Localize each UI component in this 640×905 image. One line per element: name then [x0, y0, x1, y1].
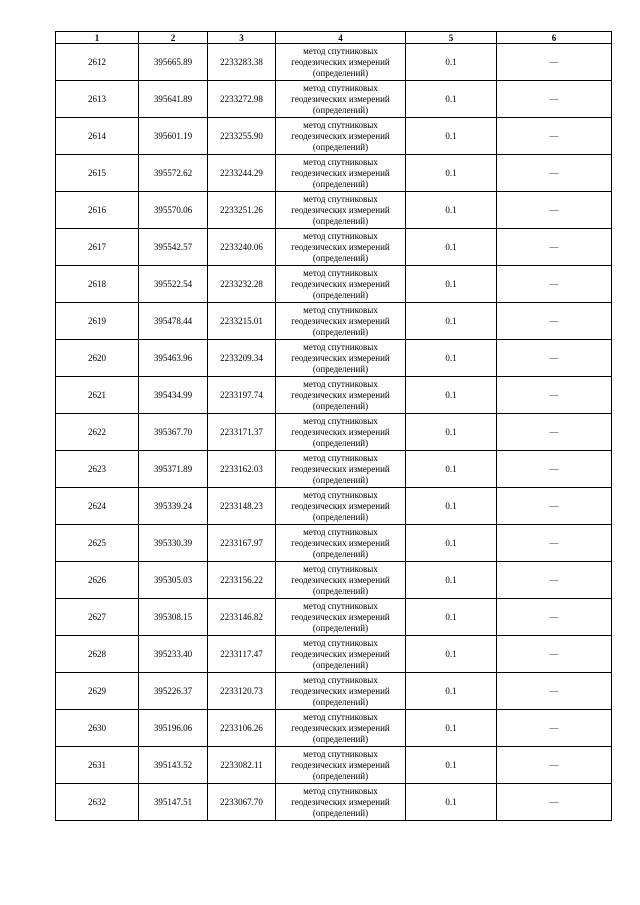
x-coordinate-cell: 395522.54 [139, 266, 208, 303]
y-coordinate-cell: 2233146.82 [208, 599, 276, 636]
method-line-3: (определений) [312, 178, 369, 189]
method-cell [276, 118, 406, 155]
method-line-1: метод спутниковых [303, 267, 378, 278]
table-row [56, 303, 612, 340]
method-line-1: метод спутниковых [303, 193, 378, 204]
method-line-3: (определений) [312, 437, 369, 448]
table-row [56, 747, 612, 784]
table-row [56, 44, 612, 81]
x-coordinate-cell: 395147.51 [139, 784, 208, 821]
x-coordinate-cell: 395339.24 [139, 488, 208, 525]
method-line-2: геодезических измерений [291, 426, 390, 437]
x-coordinate-cell: 395570.06 [139, 192, 208, 229]
x-coordinate-cell: 395542.57 [139, 229, 208, 266]
table-row [56, 155, 612, 192]
table-header [56, 32, 612, 44]
method-line-3: (определений) [312, 548, 369, 559]
description-cell: — [497, 673, 612, 710]
x-coordinate-cell: 395305.03 [139, 562, 208, 599]
point-number-cell: 2632 [56, 784, 139, 821]
header-col-1: 1 [56, 32, 139, 44]
description-cell: — [497, 266, 612, 303]
description-cell: — [497, 562, 612, 599]
table-row [56, 229, 612, 266]
method-cell [276, 81, 406, 118]
method-line-3: (определений) [312, 215, 369, 226]
accuracy-cell: 0.1 [406, 266, 497, 303]
point-number-cell: 2630 [56, 710, 139, 747]
x-coordinate-cell: 395308.15 [139, 599, 208, 636]
method-line-2: геодезических измерений [291, 722, 390, 733]
method-line-2: геодезических измерений [291, 352, 390, 363]
x-coordinate-cell: 395226.37 [139, 673, 208, 710]
y-coordinate-cell: 2233171.37 [208, 414, 276, 451]
y-coordinate-cell: 2233082.11 [208, 747, 276, 784]
y-coordinate-cell: 2233240.06 [208, 229, 276, 266]
x-coordinate-cell: 395367.70 [139, 414, 208, 451]
method-cell [276, 44, 406, 81]
description-cell: — [497, 118, 612, 155]
method-line-3: (определений) [312, 289, 369, 300]
point-number-cell: 2624 [56, 488, 139, 525]
method-cell [276, 710, 406, 747]
method-line-1: метод спутниковых [303, 489, 378, 500]
point-number-cell: 2619 [56, 303, 139, 340]
method-line-2: геодезических измерений [291, 130, 390, 141]
method-line-1: метод спутниковых [303, 637, 378, 648]
description-cell: — [497, 303, 612, 340]
header-col-6: 6 [497, 32, 612, 44]
method-line-2: геодезических измерений [291, 574, 390, 585]
description-cell: — [497, 451, 612, 488]
table-row [56, 488, 612, 525]
point-number-cell: 2625 [56, 525, 139, 562]
method-line-3: (определений) [312, 474, 369, 485]
description-cell: — [497, 525, 612, 562]
accuracy-cell: 0.1 [406, 155, 497, 192]
description-cell: — [497, 340, 612, 377]
accuracy-cell: 0.1 [406, 81, 497, 118]
description-cell: — [497, 488, 612, 525]
method-line-1: метод спутниковых [303, 526, 378, 537]
method-cell [276, 747, 406, 784]
method-line-3: (определений) [312, 104, 369, 115]
method-line-1: метод спутниковых [303, 119, 378, 130]
method-line-2: геодезических измерений [291, 315, 390, 326]
table-row [56, 377, 612, 414]
x-coordinate-cell: 395478.44 [139, 303, 208, 340]
accuracy-cell: 0.1 [406, 673, 497, 710]
accuracy-cell: 0.1 [406, 377, 497, 414]
point-number-cell: 2617 [56, 229, 139, 266]
accuracy-cell: 0.1 [406, 44, 497, 81]
method-line-1: метод спутниковых [303, 415, 378, 426]
method-line-2: геодезических измерений [291, 796, 390, 807]
accuracy-cell: 0.1 [406, 451, 497, 488]
table-row [56, 340, 612, 377]
x-coordinate-cell: 395641.89 [139, 81, 208, 118]
method-line-2: геодезических измерений [291, 759, 390, 770]
method-line-2: геодезических измерений [291, 611, 390, 622]
method-cell [276, 303, 406, 340]
method-line-3: (определений) [312, 770, 369, 781]
point-number-cell: 2631 [56, 747, 139, 784]
method-line-1: метод спутниковых [303, 674, 378, 685]
point-number-cell: 2613 [56, 81, 139, 118]
y-coordinate-cell: 2233251.26 [208, 192, 276, 229]
method-cell [276, 451, 406, 488]
y-coordinate-cell: 2233244.29 [208, 155, 276, 192]
method-line-2: геодезических измерений [291, 500, 390, 511]
x-coordinate-cell: 395196.06 [139, 710, 208, 747]
method-line-3: (определений) [312, 807, 369, 818]
description-cell: — [497, 747, 612, 784]
y-coordinate-cell: 2233215.01 [208, 303, 276, 340]
table-row [56, 192, 612, 229]
method-cell [276, 636, 406, 673]
method-cell [276, 155, 406, 192]
x-coordinate-cell: 395601.19 [139, 118, 208, 155]
method-line-1: метод спутниковых [303, 230, 378, 241]
method-cell [276, 192, 406, 229]
description-cell: — [497, 192, 612, 229]
point-number-cell: 2629 [56, 673, 139, 710]
point-number-cell: 2615 [56, 155, 139, 192]
description-cell: — [497, 81, 612, 118]
method-line-2: геодезических измерений [291, 56, 390, 67]
point-number-cell: 2622 [56, 414, 139, 451]
accuracy-cell: 0.1 [406, 414, 497, 451]
method-line-3: (определений) [312, 252, 369, 263]
method-line-1: метод спутниковых [303, 452, 378, 463]
method-line-1: метод спутниковых [303, 156, 378, 167]
y-coordinate-cell: 2233232.28 [208, 266, 276, 303]
method-cell [276, 340, 406, 377]
method-line-2: геодезических измерений [291, 463, 390, 474]
accuracy-cell: 0.1 [406, 747, 497, 784]
method-line-3: (определений) [312, 363, 369, 374]
header-col-5: 5 [406, 32, 497, 44]
accuracy-cell: 0.1 [406, 340, 497, 377]
y-coordinate-cell: 2233067.70 [208, 784, 276, 821]
y-coordinate-cell: 2233117.47 [208, 636, 276, 673]
y-coordinate-cell: 2233283.38 [208, 44, 276, 81]
method-line-2: геодезических измерений [291, 685, 390, 696]
method-cell [276, 562, 406, 599]
point-number-cell: 2612 [56, 44, 139, 81]
method-line-3: (определений) [312, 696, 369, 707]
y-coordinate-cell: 2233197.74 [208, 377, 276, 414]
table-row [56, 81, 612, 118]
table-row [56, 414, 612, 451]
y-coordinate-cell: 2233162.03 [208, 451, 276, 488]
method-cell [276, 488, 406, 525]
method-line-2: геодезических измерений [291, 167, 390, 178]
description-cell: — [497, 155, 612, 192]
method-line-2: геодезических измерений [291, 537, 390, 548]
method-cell [276, 377, 406, 414]
description-cell: — [497, 599, 612, 636]
method-line-2: геодезических измерений [291, 204, 390, 215]
table-row [56, 673, 612, 710]
table-row [56, 118, 612, 155]
table-row [56, 710, 612, 747]
table-row [56, 636, 612, 673]
description-cell: — [497, 710, 612, 747]
accuracy-cell: 0.1 [406, 710, 497, 747]
point-number-cell: 2623 [56, 451, 139, 488]
table-row [56, 562, 612, 599]
method-line-1: метод спутниковых [303, 341, 378, 352]
point-number-cell: 2628 [56, 636, 139, 673]
coordinates-table-page [55, 31, 611, 821]
method-line-3: (определений) [312, 400, 369, 411]
point-number-cell: 2621 [56, 377, 139, 414]
table-body [56, 44, 612, 821]
description-cell: — [497, 784, 612, 821]
header-col-3: 3 [208, 32, 276, 44]
y-coordinate-cell: 2233148.23 [208, 488, 276, 525]
table-row [56, 525, 612, 562]
accuracy-cell: 0.1 [406, 636, 497, 673]
method-line-1: метод спутниковых [303, 378, 378, 389]
method-line-1: метод спутниковых [303, 748, 378, 759]
y-coordinate-cell: 2233156.22 [208, 562, 276, 599]
x-coordinate-cell: 395143.52 [139, 747, 208, 784]
method-line-3: (определений) [312, 622, 369, 633]
coordinates-table [55, 31, 612, 821]
method-line-3: (определений) [312, 585, 369, 596]
description-cell: — [497, 636, 612, 673]
x-coordinate-cell: 395572.62 [139, 155, 208, 192]
method-line-1: метод спутниковых [303, 82, 378, 93]
method-line-3: (определений) [312, 67, 369, 78]
accuracy-cell: 0.1 [406, 488, 497, 525]
method-cell [276, 229, 406, 266]
accuracy-cell: 0.1 [406, 525, 497, 562]
x-coordinate-cell: 395463.96 [139, 340, 208, 377]
point-number-cell: 2618 [56, 266, 139, 303]
x-coordinate-cell: 395233.40 [139, 636, 208, 673]
description-cell: — [497, 229, 612, 266]
x-coordinate-cell: 395371.89 [139, 451, 208, 488]
x-coordinate-cell: 395665.89 [139, 44, 208, 81]
method-line-3: (определений) [312, 141, 369, 152]
table-row [56, 451, 612, 488]
description-cell: — [497, 377, 612, 414]
accuracy-cell: 0.1 [406, 192, 497, 229]
method-line-1: метод спутниковых [303, 711, 378, 722]
accuracy-cell: 0.1 [406, 784, 497, 821]
accuracy-cell: 0.1 [406, 599, 497, 636]
header-col-4: 4 [276, 32, 406, 44]
description-cell: — [497, 414, 612, 451]
method-line-3: (определений) [312, 659, 369, 670]
point-number-cell: 2626 [56, 562, 139, 599]
accuracy-cell: 0.1 [406, 229, 497, 266]
header-col-2: 2 [139, 32, 208, 44]
y-coordinate-cell: 2233209.34 [208, 340, 276, 377]
y-coordinate-cell: 2233272.98 [208, 81, 276, 118]
method-line-2: геодезических измерений [291, 389, 390, 400]
point-number-cell: 2627 [56, 599, 139, 636]
method-cell [276, 525, 406, 562]
method-line-1: метод спутниковых [303, 600, 378, 611]
accuracy-cell: 0.1 [406, 118, 497, 155]
method-line-1: метод спутниковых [303, 563, 378, 574]
y-coordinate-cell: 2233167.97 [208, 525, 276, 562]
table-row [56, 599, 612, 636]
method-cell [276, 673, 406, 710]
table-row [56, 266, 612, 303]
method-line-3: (определений) [312, 326, 369, 337]
y-coordinate-cell: 2233120.73 [208, 673, 276, 710]
method-cell [276, 266, 406, 303]
y-coordinate-cell: 2233255.90 [208, 118, 276, 155]
accuracy-cell: 0.1 [406, 562, 497, 599]
method-line-3: (определений) [312, 733, 369, 744]
method-line-2: геодезических измерений [291, 278, 390, 289]
point-number-cell: 2616 [56, 192, 139, 229]
point-number-cell: 2614 [56, 118, 139, 155]
table-row [56, 784, 612, 821]
method-line-2: геодезических измерений [291, 648, 390, 659]
method-line-1: метод спутниковых [303, 785, 378, 796]
x-coordinate-cell: 395434.99 [139, 377, 208, 414]
x-coordinate-cell: 395330.39 [139, 525, 208, 562]
method-line-3: (определений) [312, 511, 369, 522]
method-line-2: геодезических измерений [291, 241, 390, 252]
y-coordinate-cell: 2233106.26 [208, 710, 276, 747]
accuracy-cell: 0.1 [406, 303, 497, 340]
method-line-2: геодезических измерений [291, 93, 390, 104]
method-line-1: метод спутниковых [303, 45, 378, 56]
method-cell [276, 414, 406, 451]
description-cell: — [497, 44, 612, 81]
method-cell [276, 599, 406, 636]
method-cell [276, 784, 406, 821]
point-number-cell: 2620 [56, 340, 139, 377]
method-line-1: метод спутниковых [303, 304, 378, 315]
header-row [56, 32, 612, 44]
